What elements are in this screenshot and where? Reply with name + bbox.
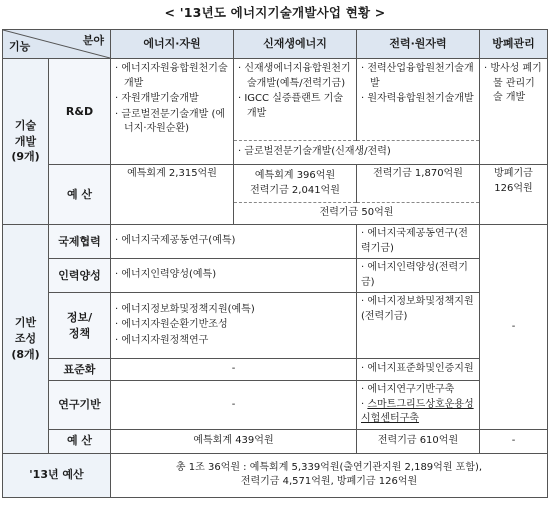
energy-tech-table bbox=[2, 29, 548, 498]
col-header-energy: 에너지·자원 bbox=[111, 30, 234, 59]
policy-left-cell bbox=[111, 293, 357, 359]
row-label-hr: 인력양성 bbox=[49, 259, 111, 293]
total-budget-cell: 총 1조 36억원 : 예특회계 5,339억원(출연기관지원 2,189억원 포함), 전력기금 4,571억원, 방폐기금 126억원 bbox=[111, 453, 548, 497]
row-label-infra: 연구기반 bbox=[49, 381, 111, 430]
list-item: · 스마트그리드상호운용성시험센터구축 bbox=[361, 398, 474, 424]
list-item: · 에너지연구기반구축 bbox=[361, 384, 455, 395]
row-label-tech-budget: 예 산 bbox=[49, 165, 111, 225]
list-item: · 신재생에너지융합원천기술개발(예특/전력기금) bbox=[238, 63, 351, 89]
intl-left-cell: · 에너지국제공동연구(예특) bbox=[111, 225, 357, 259]
rd-global-shared-cell: · 글로벌전문기술개발(신재생/전력) bbox=[234, 141, 480, 165]
budget-energy-cell: 예특회계 2,315억원 bbox=[111, 165, 234, 225]
row-label-base-budget: 예 산 bbox=[49, 429, 111, 453]
col-header-waste: 방폐관리 bbox=[480, 30, 548, 59]
row-label-rd: R&D bbox=[49, 59, 111, 165]
page-title: < '13년도 에너지기술개발사업 현황 > bbox=[164, 5, 386, 20]
infra-left-cell: - bbox=[111, 381, 357, 430]
list-item: · 에너지자원융합원천기술개발 bbox=[115, 63, 228, 89]
list-item: · 에너지자원정책연구 bbox=[115, 334, 209, 346]
list-item: · 자원개발기술개발 bbox=[115, 93, 199, 104]
hr-left-cell: · 에너지인력양성(예특) bbox=[111, 259, 357, 293]
base-budget-right-cell: 전력기금 610억원 bbox=[357, 429, 480, 453]
list-item: · 에너지자원순환기반조성 bbox=[115, 319, 228, 331]
list-item: · 에너지정보화및정책지원(예특) bbox=[115, 303, 255, 315]
intl-right-cell: · 에너지국제공동연구(전력기금) bbox=[357, 225, 480, 259]
group-base-building: 기반 조성 (8개) bbox=[3, 225, 49, 454]
rd-waste-cell bbox=[480, 59, 548, 165]
header-field-label: 분야 bbox=[82, 34, 104, 47]
infra-right-cell bbox=[357, 381, 480, 430]
list-item: · 글로벌전문기술개발 (에너지·자원순환) bbox=[115, 108, 226, 134]
list-item: · 방사성 폐기물 관리기술 개발 bbox=[484, 63, 542, 103]
budget-power-cell: 전력기금 1,870억원 bbox=[357, 165, 480, 203]
row-label-total: '13년 예산 bbox=[3, 453, 111, 497]
hr-right-cell: · 에너지인력양성(전력기금) bbox=[357, 259, 480, 293]
rd-renewable-cell bbox=[234, 59, 357, 141]
list-item: · 원자력융합원천기술개발 bbox=[361, 93, 474, 104]
list-item: · IGCC 실증플랜트 기술개발 bbox=[238, 93, 343, 119]
budget-shared-cell: 전력기금 50억원 bbox=[234, 203, 480, 225]
header-function-label: 기능 bbox=[9, 40, 31, 54]
status-table-wrapper bbox=[2, 29, 547, 525]
col-header-power: 전력·원자력 bbox=[357, 30, 480, 59]
group-tech-dev: 기술 개발 (9개) bbox=[3, 59, 49, 225]
rd-energy-cell bbox=[111, 59, 234, 165]
std-left-cell: - bbox=[111, 359, 357, 381]
policy-right-cell: · 에너지정보화및정책지원(전력기금) bbox=[357, 293, 480, 359]
row-label-standard: 표준화 bbox=[49, 359, 111, 381]
std-right-cell: · 에너지표준화및인증지원 bbox=[357, 359, 480, 381]
budget-renewable-cell: 예특회계 396억원 전력기금 2,041억원 bbox=[234, 165, 357, 203]
header-diagonal-cell bbox=[3, 30, 111, 59]
col-header-renewable: 신재생에너지 bbox=[234, 30, 357, 59]
base-waste-cell: - bbox=[480, 225, 548, 430]
rd-power-cell bbox=[357, 59, 480, 141]
row-label-policy: 정보/ 정책 bbox=[49, 293, 111, 359]
budget-waste-cell: 방폐기금 126억원 bbox=[480, 165, 548, 225]
base-budget-waste-cell: - bbox=[480, 429, 548, 453]
base-budget-left-cell: 예특회계 439억원 bbox=[111, 429, 357, 453]
list-item: · 전력산업융합원천기술개발 bbox=[361, 63, 474, 89]
row-label-intl: 국제협력 bbox=[49, 225, 111, 259]
